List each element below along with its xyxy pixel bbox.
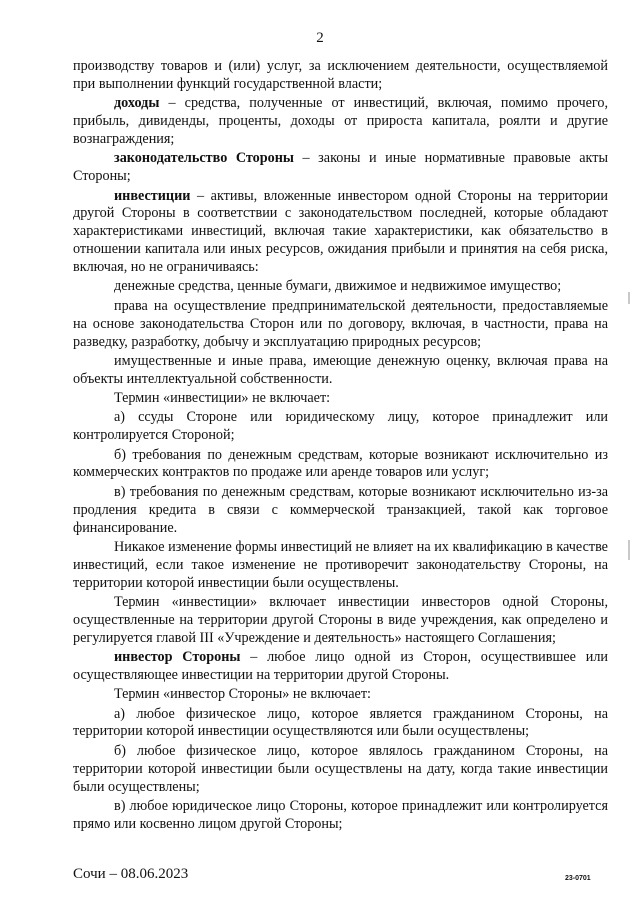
paragraph: в) требования по денежным средствам, которые возникают исключительно из-за продления кредита в связи с коммерческой транзакцией, такой как торговое финансирование. — [73, 483, 608, 536]
paragraph: доходы – средства, полученные от инвестиций, включая, помимо прочего, прибыль, дивиденды, проценты, доходы от прироста капитала, роялти и другие вознаграждения; — [73, 95, 608, 148]
defined-term: инвестиции — [114, 187, 191, 204]
paragraph: законодательство Стороны – законы и иные нормативные правовые акты Стороны; — [73, 150, 608, 185]
paragraph: инвестиции – активы, вложенные инвестором одной Стороны на территории другой Стороны в соответствии с законодательством последней, которые обладают характеристиками инвестиций, включая такие характеристики, как обязательство в отношении капитала или иных ресурсов, ожидания прибыли и принятия на себя риска, включая, но не ограничиваясь: — [73, 187, 608, 276]
paragraph: в) любое юридическое лицо Стороны, которое принадлежит или контролируется прямо или косвенно лицом другой Стороны; — [73, 797, 608, 832]
document-body — [73, 58, 608, 834]
paragraph: имущественные и иные права, имеющие денежную оценку, включая права на объекты интеллектуальной собственности. — [73, 352, 608, 387]
footer-place-date: Сочи – 08.06.2023 — [73, 866, 189, 882]
paragraph: инвестор Стороны – любое лицо одной из Сторон, осуществившее или осуществляющее инвестиции на территории другой Стороны. — [73, 649, 608, 683]
margin-scan-mark — [628, 540, 630, 560]
paragraph: б) любое физическое лицо, которое являлось гражданином Стороны, на территории которой инвестиции были осуществлены на дату, когда такие инвестиции были осуществлены; — [73, 742, 608, 795]
margin-scan-mark — [628, 292, 630, 304]
defined-term: инвестор Стороны — [114, 649, 241, 666]
defined-term: законодательство Стороны — [114, 150, 294, 167]
paragraph: б) требования по денежным средствам, которые возникают исключительно из коммерческих контрактов по продаже или аренде товаров или услуг; — [73, 446, 608, 481]
paragraph: Термин «инвестиции» включает инвестиции инвесторов одной Стороны, осуществленные на территории другой Стороны в виде учреждения, как определено и регулируется главой III «Учреждение и деятельность» настоящего Соглашения; — [73, 593, 608, 646]
paragraph: а) любое физическое лицо, которое является гражданином Стороны, на территории которой инвестиции осуществляются или были осуществлены; — [73, 705, 608, 740]
paragraph: производству товаров и (или) услуг, за исключением деятельности, осуществляемой при выполнении функций государственной власти; — [73, 58, 608, 92]
paragraph: денежные средства, ценные бумаги, движимое и недвижимое имущество; — [114, 278, 562, 295]
paragraph: а) ссуды Стороне или юридическому лицу, которое принадлежит или контролируется Стороной; — [73, 409, 608, 444]
paragraph: Никакое изменение формы инвестиций не влияет на их квалификацию в качестве инвестиций, если такое изменение не противоречит законодательству Стороны, на территории которой инвестиции были осуществлены. — [73, 538, 608, 591]
paragraph: права на осуществление предпринимательской деятельности, предоставляемые на основе законодательства Сторон или по договору, включая, в частности, права на разведку, разработку, добычу и эксплуатацию природных ресурсов; — [73, 297, 608, 350]
page-number: 2 — [316, 30, 324, 46]
defined-term: доходы — [114, 95, 160, 112]
paragraph: Термин «инвестор Стороны» не включает: — [114, 686, 371, 703]
footer-doc-code: 23-0701 — [565, 875, 591, 882]
paragraph: Термин «инвестиции» не включает: — [114, 390, 331, 407]
